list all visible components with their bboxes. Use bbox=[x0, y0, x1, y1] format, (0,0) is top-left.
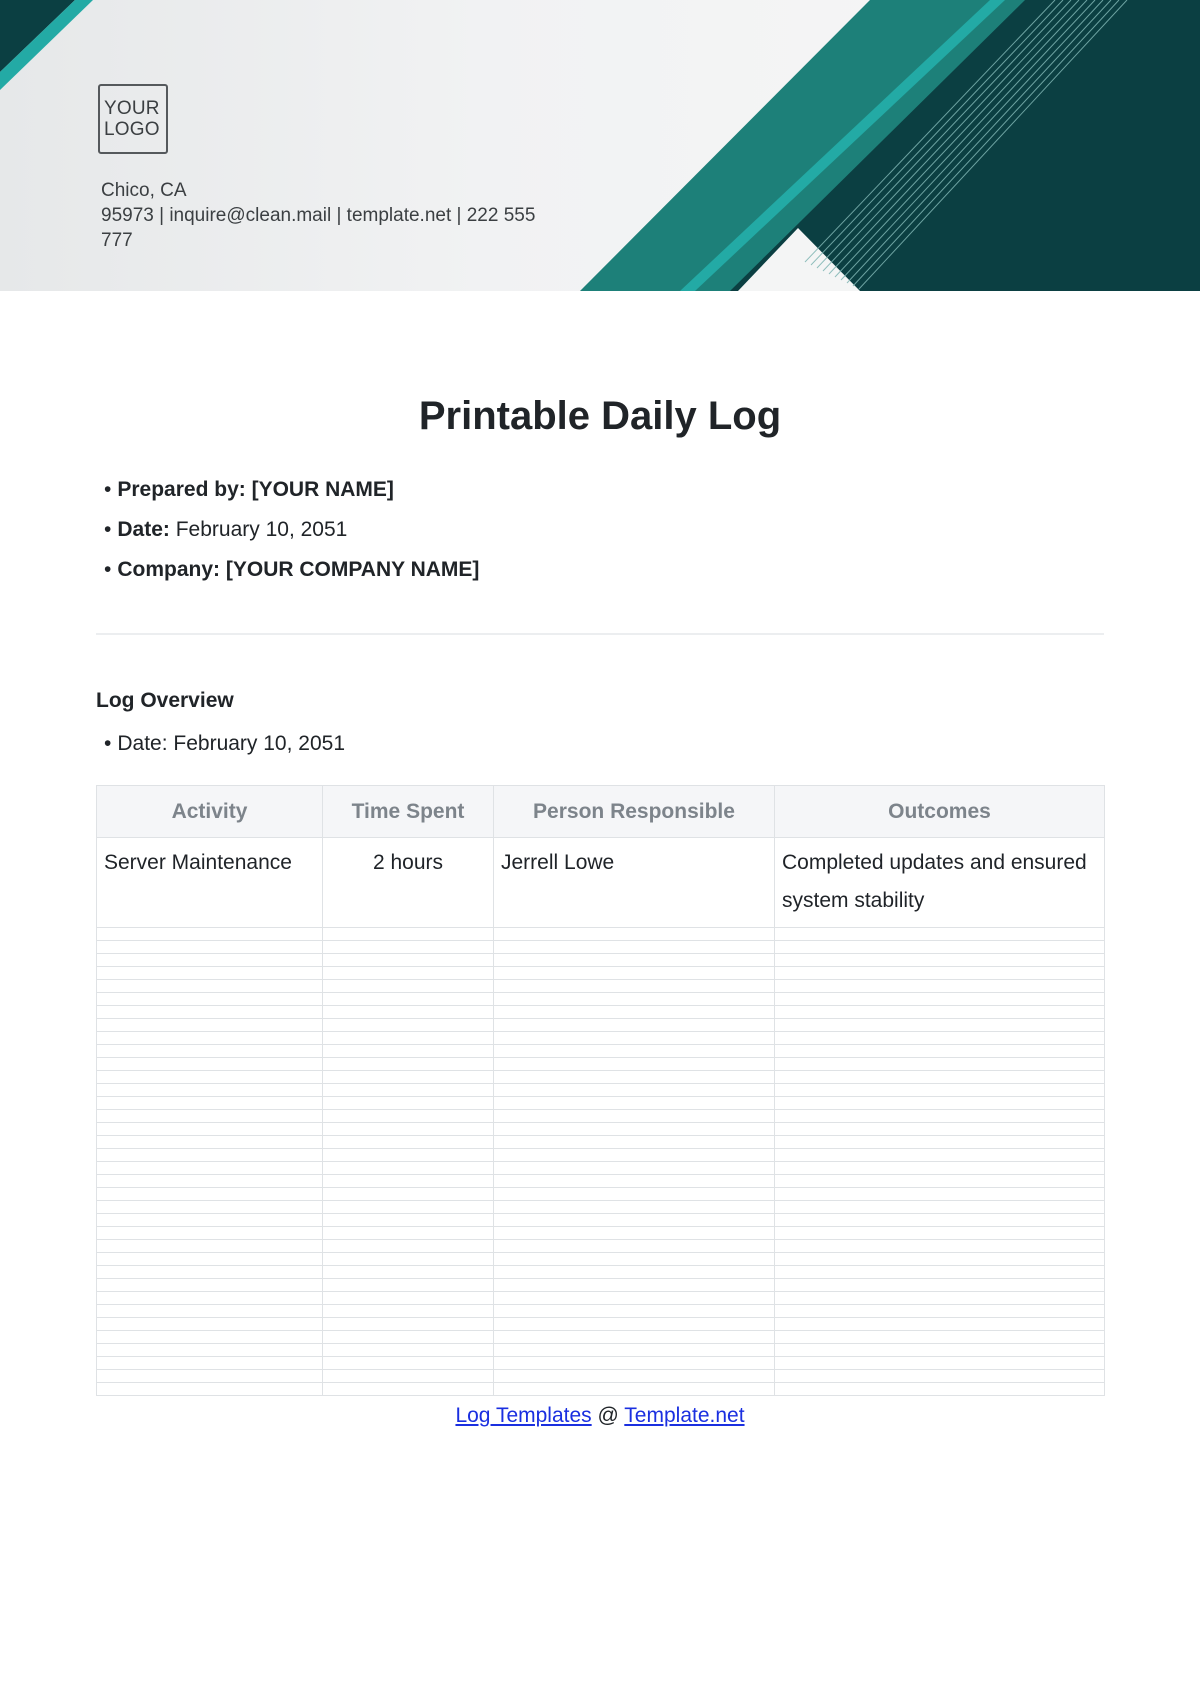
empty-table-row bbox=[97, 1292, 1105, 1305]
empty-cell bbox=[775, 1201, 1105, 1214]
empty-table-row bbox=[97, 1123, 1105, 1136]
empty-table-row bbox=[97, 1110, 1105, 1123]
empty-table-row bbox=[97, 1006, 1105, 1019]
empty-table-row bbox=[97, 1188, 1105, 1201]
empty-table-row bbox=[97, 1136, 1105, 1149]
empty-cell bbox=[494, 1344, 775, 1357]
empty-cell bbox=[97, 954, 323, 967]
empty-table-row bbox=[97, 941, 1105, 954]
empty-cell bbox=[323, 1279, 494, 1292]
empty-cell bbox=[775, 1253, 1105, 1266]
empty-cell bbox=[494, 1188, 775, 1201]
empty-cell bbox=[323, 1370, 494, 1383]
empty-cell bbox=[775, 1227, 1105, 1240]
empty-cell bbox=[494, 1357, 775, 1370]
cell-time-spent: 2 hours bbox=[323, 838, 494, 928]
empty-cell bbox=[323, 1201, 494, 1214]
empty-cell bbox=[494, 1006, 775, 1019]
empty-table-row bbox=[97, 1149, 1105, 1162]
empty-cell bbox=[97, 1292, 323, 1305]
empty-cell bbox=[494, 1162, 775, 1175]
empty-cell bbox=[494, 1110, 775, 1123]
empty-cell bbox=[97, 1136, 323, 1149]
empty-cell bbox=[323, 1318, 494, 1331]
empty-cell bbox=[494, 928, 775, 941]
empty-cell bbox=[97, 1344, 323, 1357]
empty-table-row bbox=[97, 1058, 1105, 1071]
empty-cell bbox=[97, 1201, 323, 1214]
empty-cell bbox=[775, 1331, 1105, 1344]
empty-cell bbox=[323, 1123, 494, 1136]
empty-cell bbox=[775, 941, 1105, 954]
empty-cell bbox=[775, 980, 1105, 993]
empty-cell bbox=[494, 1019, 775, 1032]
empty-cell bbox=[494, 1214, 775, 1227]
empty-cell bbox=[323, 1344, 494, 1357]
empty-table-row bbox=[97, 993, 1105, 1006]
empty-cell bbox=[97, 1175, 323, 1188]
footer bbox=[0, 1404, 1200, 1428]
empty-cell bbox=[323, 1357, 494, 1370]
empty-table-row bbox=[97, 1279, 1105, 1292]
empty-cell bbox=[494, 1279, 775, 1292]
empty-cell bbox=[775, 928, 1105, 941]
empty-table-row bbox=[97, 1253, 1105, 1266]
empty-cell bbox=[323, 980, 494, 993]
empty-cell bbox=[775, 1175, 1105, 1188]
empty-cell bbox=[323, 1214, 494, 1227]
empty-cell bbox=[97, 1279, 323, 1292]
empty-cell bbox=[494, 1201, 775, 1214]
empty-cell bbox=[494, 1227, 775, 1240]
empty-cell bbox=[775, 1240, 1105, 1253]
empty-cell bbox=[97, 1318, 323, 1331]
empty-cell bbox=[494, 1331, 775, 1344]
empty-cell bbox=[323, 1188, 494, 1201]
logo bbox=[98, 84, 168, 154]
address-line-1: Chico, CA bbox=[101, 180, 187, 201]
empty-cell bbox=[323, 1006, 494, 1019]
empty-cell bbox=[97, 1032, 323, 1045]
empty-table-row bbox=[97, 1240, 1105, 1253]
empty-table-row bbox=[97, 1084, 1105, 1097]
empty-cell bbox=[494, 1136, 775, 1149]
empty-cell bbox=[323, 993, 494, 1006]
document-meta-list bbox=[104, 470, 479, 590]
empty-cell bbox=[494, 1253, 775, 1266]
empty-cell bbox=[494, 1149, 775, 1162]
empty-cell bbox=[97, 1331, 323, 1344]
empty-table-row bbox=[97, 967, 1105, 980]
empty-cell bbox=[494, 980, 775, 993]
empty-cell bbox=[323, 1097, 494, 1110]
log-templates-link[interactable]: Log Templates bbox=[455, 1404, 592, 1427]
empty-cell bbox=[775, 1292, 1105, 1305]
empty-cell bbox=[97, 1383, 323, 1396]
empty-cell bbox=[97, 1357, 323, 1370]
empty-table-row bbox=[97, 1097, 1105, 1110]
empty-table-row bbox=[97, 1045, 1105, 1058]
empty-cell bbox=[323, 1019, 494, 1032]
empty-table-row bbox=[97, 980, 1105, 993]
empty-cell bbox=[775, 1123, 1105, 1136]
empty-table-row bbox=[97, 1370, 1105, 1383]
cell-person: Jerrell Lowe bbox=[494, 838, 775, 928]
header-person-responsible: Person Responsible bbox=[494, 786, 775, 838]
empty-cell bbox=[323, 1058, 494, 1071]
empty-table-row bbox=[97, 1162, 1105, 1175]
empty-cell bbox=[775, 1032, 1105, 1045]
empty-cell bbox=[775, 1214, 1105, 1227]
empty-cell bbox=[323, 1253, 494, 1266]
empty-cell bbox=[775, 1019, 1105, 1032]
empty-cell bbox=[323, 967, 494, 980]
empty-cell bbox=[323, 1045, 494, 1058]
empty-cell bbox=[323, 1292, 494, 1305]
empty-cell bbox=[323, 1084, 494, 1097]
empty-table-row bbox=[97, 954, 1105, 967]
empty-cell bbox=[323, 1240, 494, 1253]
empty-cell bbox=[775, 1149, 1105, 1162]
empty-table-row bbox=[97, 1071, 1105, 1084]
empty-cell bbox=[494, 1123, 775, 1136]
empty-cell bbox=[494, 1032, 775, 1045]
logo-line-2: LOGO bbox=[104, 119, 160, 140]
company-address bbox=[101, 178, 621, 253]
empty-cell bbox=[494, 1305, 775, 1318]
empty-cell bbox=[494, 1058, 775, 1071]
empty-cell bbox=[97, 1253, 323, 1266]
header-time-spent: Time Spent bbox=[323, 786, 494, 838]
empty-cell bbox=[97, 967, 323, 980]
empty-cell bbox=[97, 1097, 323, 1110]
empty-cell bbox=[97, 993, 323, 1006]
empty-cell bbox=[775, 1006, 1105, 1019]
section-divider bbox=[96, 633, 1104, 635]
empty-cell bbox=[97, 1162, 323, 1175]
empty-table-row bbox=[97, 1032, 1105, 1045]
log-table bbox=[96, 785, 1105, 1396]
empty-cell bbox=[775, 993, 1105, 1006]
log-overview-heading: Log Overview bbox=[96, 689, 234, 712]
empty-cell bbox=[97, 1214, 323, 1227]
empty-cell bbox=[494, 1175, 775, 1188]
empty-cell bbox=[775, 1318, 1105, 1331]
empty-cell bbox=[323, 1305, 494, 1318]
empty-cell bbox=[323, 928, 494, 941]
empty-cell bbox=[323, 1175, 494, 1188]
empty-cell bbox=[494, 1292, 775, 1305]
empty-table-row bbox=[97, 1214, 1105, 1227]
header-banner bbox=[0, 0, 1200, 291]
empty-cell bbox=[775, 1097, 1105, 1110]
empty-cell bbox=[775, 1136, 1105, 1149]
template-net-link[interactable]: Template.net bbox=[624, 1404, 745, 1427]
empty-cell bbox=[323, 1110, 494, 1123]
empty-table-row bbox=[97, 1331, 1105, 1344]
empty-cell bbox=[323, 1162, 494, 1175]
cell-outcome: Completed updates and ensured system stability bbox=[775, 838, 1105, 928]
empty-cell bbox=[494, 1383, 775, 1396]
prepared-by-text: Prepared by: [YOUR NAME] bbox=[117, 478, 394, 501]
empty-table-row bbox=[97, 1383, 1105, 1396]
overview-list bbox=[104, 724, 345, 764]
empty-table-row bbox=[97, 1201, 1105, 1214]
empty-cell bbox=[97, 1240, 323, 1253]
address-line-2: 95973 | inquire@clean.mail | template.net | 222 555 bbox=[101, 205, 536, 226]
empty-cell bbox=[97, 1071, 323, 1084]
empty-cell bbox=[97, 980, 323, 993]
empty-cell bbox=[775, 1370, 1105, 1383]
table-header-row bbox=[97, 786, 1105, 838]
empty-cell bbox=[97, 1123, 323, 1136]
empty-cell bbox=[494, 1071, 775, 1084]
empty-cell bbox=[97, 1019, 323, 1032]
empty-table-row bbox=[97, 928, 1105, 941]
empty-cell bbox=[494, 1370, 775, 1383]
empty-cell bbox=[775, 1045, 1105, 1058]
meta-prepared-by bbox=[104, 470, 479, 510]
empty-cell bbox=[323, 1149, 494, 1162]
empty-cell bbox=[494, 1318, 775, 1331]
address-line-3: 777 bbox=[101, 230, 133, 251]
header-outcomes: Outcomes bbox=[775, 786, 1105, 838]
empty-cell bbox=[494, 1266, 775, 1279]
cell-activity: Server Maintenance bbox=[97, 838, 323, 928]
empty-cell bbox=[97, 1006, 323, 1019]
empty-cell bbox=[775, 1383, 1105, 1396]
footer-separator: @ bbox=[597, 1404, 619, 1427]
header-activity: Activity bbox=[97, 786, 323, 838]
empty-cell bbox=[97, 1084, 323, 1097]
meta-date bbox=[104, 510, 479, 550]
empty-cell bbox=[494, 1097, 775, 1110]
empty-cell bbox=[97, 941, 323, 954]
date-label: Date: bbox=[117, 518, 170, 541]
empty-cell bbox=[775, 954, 1105, 967]
empty-cell bbox=[775, 1188, 1105, 1201]
empty-cell bbox=[97, 1266, 323, 1279]
company-text: Company: [YOUR COMPANY NAME] bbox=[117, 558, 480, 581]
empty-cell bbox=[323, 1227, 494, 1240]
empty-cell bbox=[323, 1266, 494, 1279]
empty-table-row bbox=[97, 1344, 1105, 1357]
empty-cell bbox=[494, 941, 775, 954]
empty-cell bbox=[97, 1188, 323, 1201]
empty-table-row bbox=[97, 1019, 1105, 1032]
empty-cell bbox=[97, 1370, 323, 1383]
empty-cell bbox=[323, 1383, 494, 1396]
empty-cell bbox=[494, 993, 775, 1006]
empty-cell bbox=[775, 1357, 1105, 1370]
empty-table-row bbox=[97, 1318, 1105, 1331]
empty-cell bbox=[323, 1032, 494, 1045]
empty-cell bbox=[323, 1331, 494, 1344]
empty-table-row bbox=[97, 1305, 1105, 1318]
empty-table-row bbox=[97, 1266, 1105, 1279]
empty-cell bbox=[323, 954, 494, 967]
empty-cell bbox=[775, 1162, 1105, 1175]
empty-cell bbox=[97, 928, 323, 941]
empty-cell bbox=[775, 1266, 1105, 1279]
empty-cell bbox=[775, 1344, 1105, 1357]
empty-cell bbox=[494, 1084, 775, 1097]
empty-cell bbox=[775, 1110, 1105, 1123]
empty-cell bbox=[775, 1279, 1105, 1292]
empty-cell bbox=[97, 1045, 323, 1058]
empty-cell bbox=[775, 1071, 1105, 1084]
empty-table-row bbox=[97, 1357, 1105, 1370]
empty-cell bbox=[775, 1058, 1105, 1071]
overview-date-item: • Date: February 10, 2051 bbox=[104, 724, 345, 764]
page-title: Printable Daily Log bbox=[418, 394, 782, 438]
table-row bbox=[97, 838, 1105, 928]
empty-cell bbox=[775, 1305, 1105, 1318]
empty-cell bbox=[775, 1084, 1105, 1097]
empty-cell bbox=[494, 1240, 775, 1253]
empty-cell bbox=[775, 967, 1105, 980]
empty-table-row bbox=[97, 1175, 1105, 1188]
empty-cell bbox=[97, 1149, 323, 1162]
empty-cell bbox=[97, 1305, 323, 1318]
empty-cell bbox=[323, 941, 494, 954]
date-value: February 10, 2051 bbox=[175, 518, 348, 541]
meta-company bbox=[104, 550, 479, 590]
empty-cell bbox=[323, 1071, 494, 1084]
empty-cell bbox=[494, 954, 775, 967]
empty-cell bbox=[97, 1227, 323, 1240]
empty-cell bbox=[97, 1058, 323, 1071]
empty-cell bbox=[323, 1136, 494, 1149]
logo-line-1: YOUR bbox=[104, 98, 160, 119]
empty-cell bbox=[494, 967, 775, 980]
empty-table-row bbox=[97, 1227, 1105, 1240]
empty-cell bbox=[494, 1045, 775, 1058]
empty-cell bbox=[97, 1110, 323, 1123]
